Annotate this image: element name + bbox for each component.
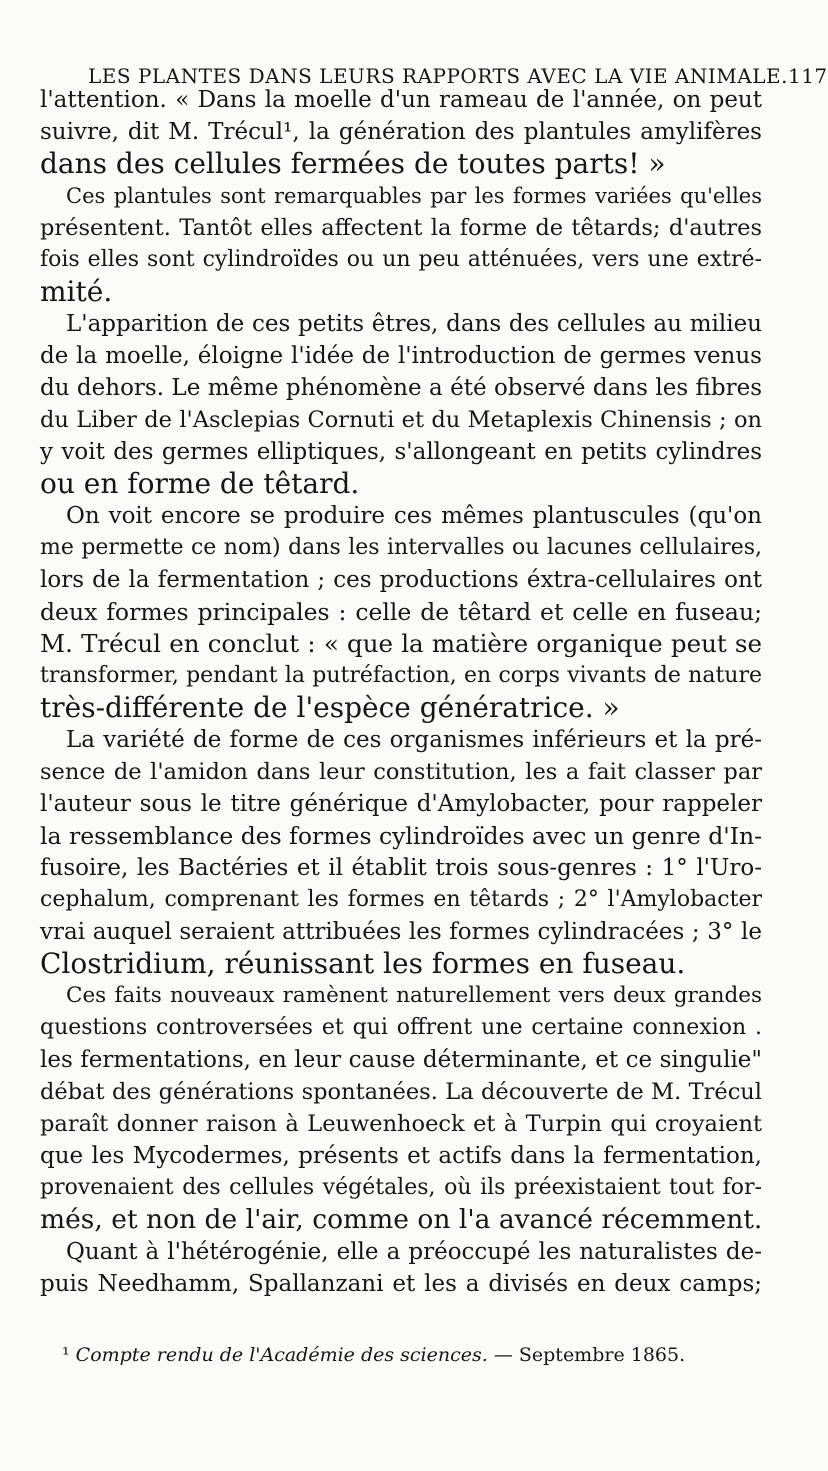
text-line: du dehors. Le même phénomène a été observé dans les fibres [40, 375, 762, 401]
text-line: La variété de forme de ces organismes inférieurs et la pré- [66, 727, 762, 753]
text-line: Quant à l'hétérogénie, elle a préoccupé les naturalistes de- [66, 1239, 762, 1265]
text-line: l'attention. « Dans la moelle d'un rameau de l'année, on peut [40, 87, 762, 113]
text-line: ou en forme de têtard. [40, 467, 360, 500]
text-line: débat des générations spontanées. La découverte de M. Trécul [40, 1079, 762, 1105]
text-line: du Liber de l'Asclepias Cornuti et du Metaplexis Chinensis ; on [40, 407, 762, 433]
footnote-date: — Septembre 1865. [493, 1344, 686, 1366]
text-line: fois elles sont cylindroïdes ou un peu atténuées, vers une extré- [40, 247, 762, 272]
text-line: l'auteur sous le titre générique d'Amylobacter, pour rappeler [40, 791, 762, 817]
text-line: que les Mycodermes, présents et actifs dans la fermentation, [40, 1143, 762, 1169]
text-line: les fermentations, en leur cause déterminante, et ce singulie" [40, 1047, 762, 1073]
text-line: la ressemblance des formes cylindroïdes avec un genre d'In- [40, 822, 763, 850]
text-line: questions controversées et qui offrent une certaine connexion . [40, 1015, 762, 1040]
text-line: mité. [40, 275, 113, 308]
text-line: deux formes principales : celle de têtard et celle en fuseau; [40, 598, 762, 626]
page-number: 117 [787, 64, 828, 88]
text-line: més, et non de l'air, comme on l'a avancé récemment. [40, 1204, 763, 1235]
text-line: y voit des germes elliptiques, s'allongeant en petits cylindres [40, 439, 762, 465]
text-line: très-différente de l'espèce génératrice. » [40, 691, 620, 724]
running-title: LES PLANTES DANS LEURS RAPPORTS AVEC LA VIE ANIMALE. [88, 64, 788, 88]
text-line: vrai auquel seraient attribuées les formes cylindracées ; 3° le [40, 919, 762, 945]
text-line: L'apparition de ces petits êtres, dans des cellules au milieu [66, 311, 762, 337]
text-line: On voit encore se produire ces mêmes plantuscules (qu'on [66, 503, 762, 529]
text-line: puis Needhamm, Spallanzani et les a divisés en deux camps; [40, 1271, 762, 1297]
text-line: Ces faits nouveaux ramènent naturellement vers deux grandes [66, 983, 762, 1008]
text-line: cephalum, comprenant les formes en têtards ; 2° l'Amylobacter [40, 887, 762, 912]
footnote-marker: ¹ [62, 1344, 70, 1366]
footnote [62, 1344, 762, 1366]
text-line: présentent. Tantôt elles affectent la forme de têtards; d'autres [40, 215, 762, 241]
body-text [40, 84, 762, 1300]
text-line: M. Trécul en conclut : « que la matière organique peut se [40, 629, 762, 658]
text-line: provenaient des cellules végétales, où ils préexistaient tout for- [40, 1175, 762, 1200]
footnote-source: Compte rendu de l'Académie des sciences. [75, 1344, 488, 1366]
text-line: dans des cellules fermées de toutes parts! » [40, 147, 666, 180]
text-line: transformer, pendant la putréfaction, en corps vivants de nature [40, 663, 762, 688]
text-line: fusoire, les Bactéries et il établit trois sous-genres : 1° l'Uro- [40, 855, 762, 881]
text-line: de la moelle, éloigne l'idée de l'introduction de germes venus [40, 343, 762, 369]
text-line: lors de la fermentation ; ces productions éxtra-cellulaires ont [40, 567, 762, 593]
text-line: suivre, dit M. Trécul¹, la génération des plantules amylifères [40, 119, 762, 145]
text-line: Clostridium, réunissant les formes en fuseau. [40, 947, 686, 980]
text-line: sence de l'amidon dans leur constitution, les a fait classer par [40, 759, 762, 785]
text-line: me permette ce nom) dans les intervalles ou lacunes cellulaires, [40, 535, 762, 560]
text-line: paraît donner raison à Leuwenhoeck et à Turpin qui croyaient [40, 1111, 762, 1137]
text-line: Ces plantules sont remarquables par les formes variées qu'elles [66, 184, 762, 208]
